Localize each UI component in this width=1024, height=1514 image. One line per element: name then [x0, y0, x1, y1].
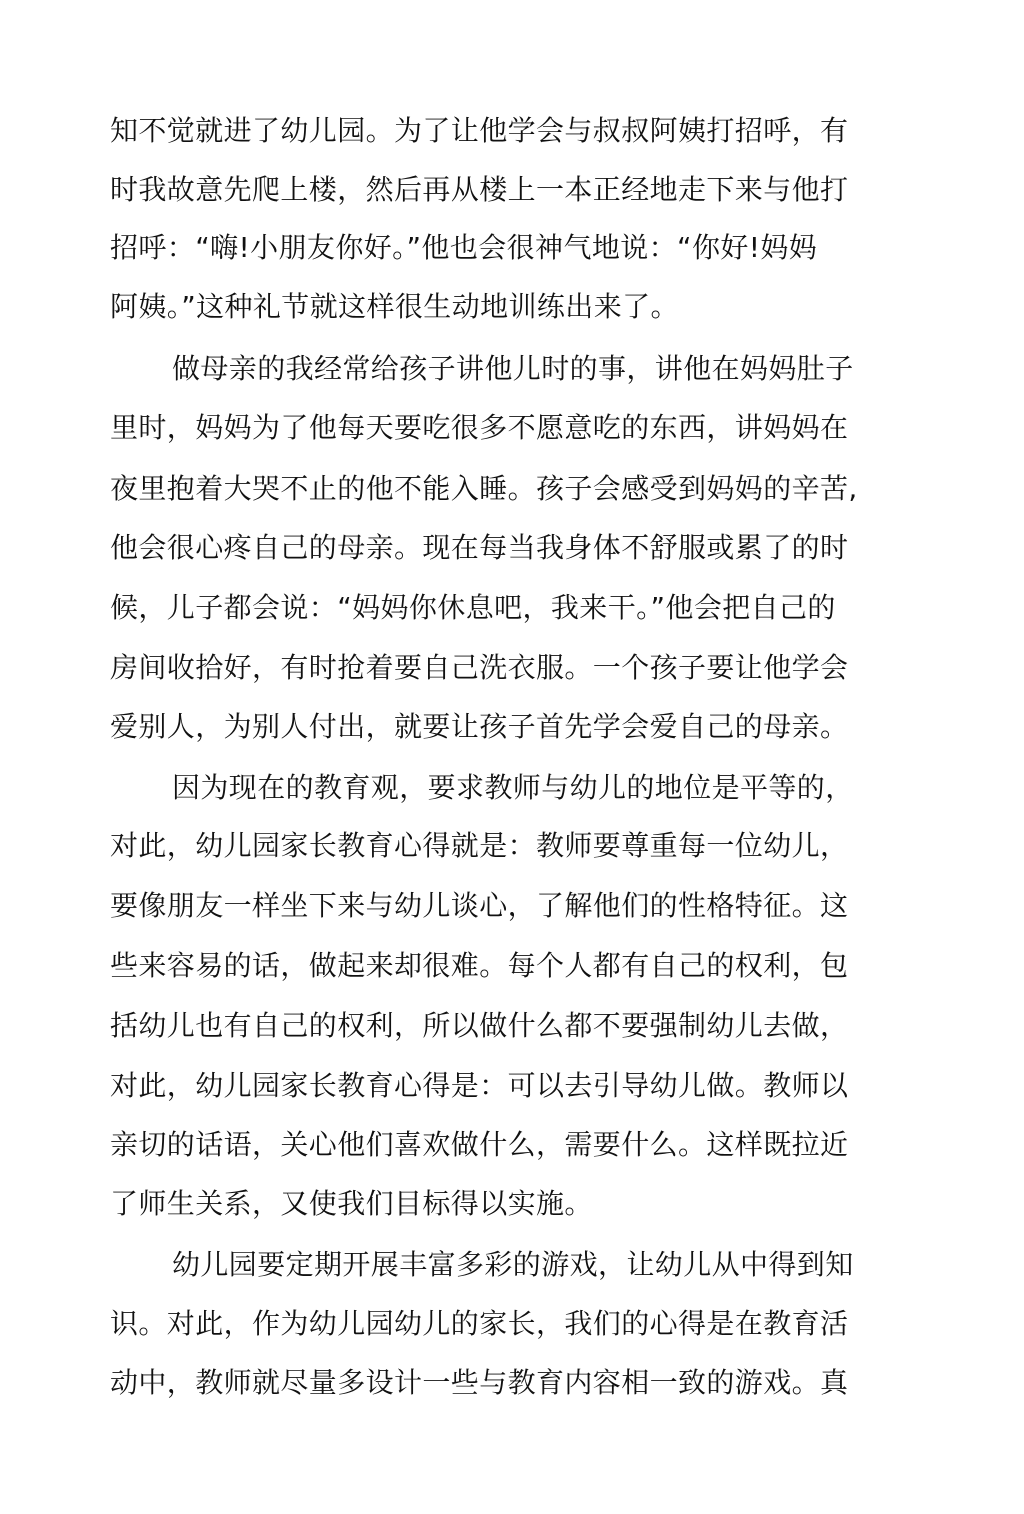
- text-line: 招呼：“嗨!小朋友你好。”他也会很神气地说：“你好!妈妈: [110, 231, 818, 264]
- text-line: 时我故意先爬上楼，然后再从楼上一本正经地走下来与他打: [110, 173, 849, 206]
- text-line: 要像朋友一样坐下来与幼儿谈心，了解他们的性格特征。这: [110, 889, 849, 922]
- text-line: 对此，幼儿园家长教育心得是：可以去引导幼儿做。教师以: [110, 1069, 849, 1102]
- text-line: 动中，教师就尽量多设计一些与教育内容相一致的游戏。真: [110, 1366, 849, 1399]
- text-line: 他会很心疼自己的母亲。现在每当我身体不舒服或累了的时: [110, 531, 849, 564]
- text-line: 阿姨。”这种礼节就这样很生动地训练出来了。: [110, 290, 679, 323]
- text-line: 了师生关系，又使我们目标得以实施。: [110, 1187, 593, 1220]
- text-line: 亲切的话语，关心他们喜欢做什么，需要什么。这样既拉近: [110, 1128, 849, 1161]
- text-line: 些来容易的话，做起来却很难。每个人都有自己的权利，包: [110, 949, 849, 982]
- paragraph-first-line: 做母亲的我经常给孩子讲他儿时的事，讲他在妈妈肚子: [172, 352, 854, 385]
- paragraph-first-line: 幼儿园要定期开展丰富多彩的游戏，让幼儿从中得到知: [172, 1248, 854, 1281]
- text-line: 里时，妈妈为了他每天要吃很多不愿意吃的东西，讲妈妈在: [110, 411, 849, 444]
- text-line: 房间收拾好，有时抢着要自己洗衣服。一个孩子要让他学会: [110, 651, 849, 684]
- text-line: 候，儿子都会说：“妈妈你休息吧，我来干。”他会把自己的: [110, 591, 836, 624]
- text-line: 知不觉就进了幼儿园。为了让他学会与叔叔阿姨打招呼，有: [110, 114, 849, 147]
- paragraph-first-line: 因为现在的教育观，要求教师与幼儿的地位是平等的，: [172, 771, 854, 804]
- text-line: 括幼儿也有自己的权利，所以做什么都不要强制幼儿去做，: [110, 1009, 849, 1042]
- text-line: 对此，幼儿园家长教育心得就是：教师要尊重每一位幼儿，: [110, 829, 849, 862]
- text-line: 爱别人，为别人付出，就要让孩子首先学会爱自己的母亲。: [110, 710, 849, 743]
- text-line: 夜里抱着大哭不止的他不能入睡。孩子会感受到妈妈的辛苦,: [110, 472, 858, 505]
- text-line: 识。对此，作为幼儿园幼儿的家长，我们的心得是在教育活: [110, 1307, 849, 1340]
